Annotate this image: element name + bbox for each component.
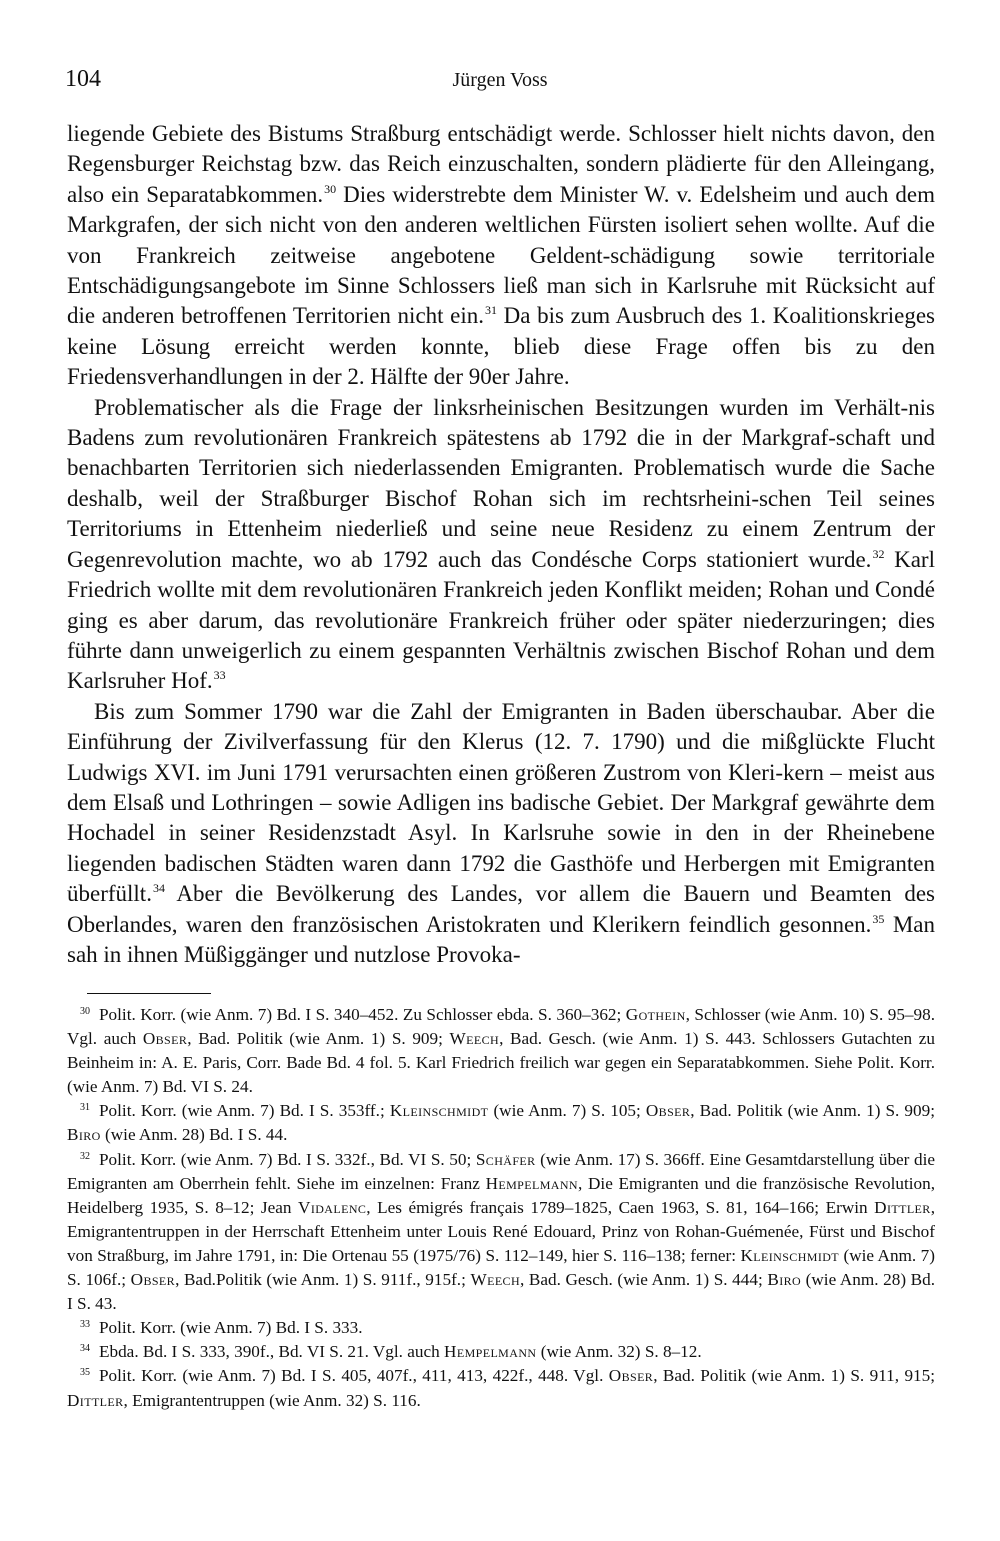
author-name: Obser	[645, 1101, 691, 1121]
footnote	[67, 1148, 935, 1317]
footnote	[67, 1003, 935, 1099]
footnote	[67, 1340, 935, 1364]
paragraph-text: Da bis zum Ausbruch des 1. Koalitionskrieges keine Lösung erreicht werden konnte, blieb diese Frage offen bis zu den Friedensverhandlungen in der 2. Hälfte der 90er Jahre.	[67, 303, 935, 390]
footnote-reference: 34	[152, 881, 165, 896]
footnote-text: , Die Emigranten und die französische Revolution, Heidelberg 1935, S. 8–12; Jean	[67, 1173, 936, 1217]
author-name: Kleinschmidt	[740, 1245, 840, 1265]
footnote-text: , Emigrantentruppen (wie Anm. 32) S. 116.	[123, 1390, 421, 1410]
footnote-reference: 35	[872, 911, 885, 926]
author-name: Dittler	[67, 1390, 124, 1410]
paragraph	[67, 393, 935, 697]
footnote-text: Ebda. Bd. I S. 333, 390f., Bd. VI S. 21. Vgl. auch	[99, 1342, 445, 1362]
footnote-text: (wie Anm. 7) S. 105;	[488, 1101, 646, 1121]
author-name: Hempelmann	[485, 1173, 578, 1193]
footnote-text: , Bad. Politik (wie Anm. 1) S. 911, 915;	[653, 1366, 936, 1386]
author-name: Dittler	[874, 1197, 931, 1217]
author-name: Biro	[67, 1125, 101, 1145]
page-number: 104	[65, 66, 101, 92]
paragraph-text: Problematischer als die Frage der linksrheinischen Besitzungen wurden im Verhält-nis Badens zum revolutionären Frankreich spätestens ab 1792 die in der Markgraf-schaft und benachbarten Territorien sich niederlassenden Emigranten. Problematisch wurde die Sache deshalb, weil der Straßburger Bischof Rohan sich im rechtsrheini-schen Teil seines Territoriums in Ettenheim niederließ und seine neue Residenz zu einem Zentrum der Gegenrevolution machte, wo ab 1792 auch das Condésche Corps stationiert wurde.	[67, 394, 935, 572]
footnote-text: , Schlosser (wie Anm. 10) S. 95–98. Vgl. auch	[67, 1005, 935, 1049]
footnote-text: , Bad. Gesch. (wie Anm. 1) S. 443. Schlossers Gutachten zu Beinheim in: A. E. Paris, Corr. Bade Bd. 4 fol. 5. Karl Friedrich freilich war gegen ein Separatabkommen. Siehe Polit. Korr. (wie Anm. 7) Bd. VI S. 24.	[67, 1029, 935, 1097]
footnote-text: (wie Anm. 7) S. 106f.;	[67, 1245, 935, 1290]
main-text	[67, 119, 935, 970]
author-name: Obser	[142, 1029, 188, 1049]
footnote-text: , Les émigrés français 1789–1825, Caen 1963, S. 81, 164–166; Erwin	[366, 1197, 875, 1217]
footnote-reference: 30	[324, 181, 337, 196]
paragraph	[67, 119, 935, 393]
footnote-text: , Bad. Gesch. (wie Anm. 1) S. 444;	[520, 1270, 768, 1290]
paragraph-text: liegende Gebiete des Bistums Straßburg entschädigt werde. Schlosser hielt nichts davon, den Regensburger Reichstag bzw. das Reich einzuschalten, sondern plädierte für den Alleingang, also ein Separatabkommen.	[67, 121, 935, 207]
footnote-text: , Bad. Politik (wie Anm. 1) S. 909;	[690, 1101, 935, 1121]
author-name: Weech	[449, 1029, 500, 1049]
author-name: Vidalenc	[298, 1197, 367, 1217]
footnote-text: , Bad.Politik (wie Anm. 1) S. 911f., 915f.;	[175, 1270, 471, 1290]
paragraph-text: Karl Friedrich wollte mit dem revolutionären Frankreich jeden Konflikt meiden; Rohan und Condé ging es aber darum, das revolutionäre Frankreich früher oder später niederzuringen; dies führte dann unweigerlich zu einem gespannten Verhältnis zwischen Bischof Rohan und dem Karlsruher Hof.	[67, 546, 935, 694]
footnote-text: Polit. Korr. (wie Anm. 7) Bd. I S. 353ff.;	[99, 1101, 390, 1121]
footnote-number: 32	[80, 1150, 90, 1162]
footnote-text: , Bad. Politik (wie Anm. 1) S. 909;	[187, 1029, 450, 1049]
footnote-text: Polit. Korr. (wie Anm. 7) Bd. I S. 332f., Bd. VI S. 50;	[99, 1149, 476, 1169]
paragraph-text: Dies widerstrebte dem Minister W. v. Edelsheim und auch dem Markgrafen, der sich nicht von den anderen weltlichen Fürsten isoliert sehen wollte. Auf die von Frankreich zeitweise angebotene Geldent-schädigung sowie territoriale Entschädigungsangebote im Sinne Schlossers ließ man sich in Karlsruhe mit Rücksicht auf die anderen betroffenen Territorien nicht ein.	[67, 181, 935, 329]
paragraph-text: Bis zum Sommer 1790 war die Zahl der Emigranten in Baden überschaubar. Aber die Einführung der Zivilverfassung für den Klerus (12. 7. 1790) und die mißglückte Flucht Ludwigs XVI. im Juni 1791 verursachten einen größeren Zustrom von Kleri-kern – meist aus dem Elsaß und Lothringen – sowie Adligen ins badische Gebiet. Der Markgraf gewährte dem Hochadel in seiner Residenzstadt Asyl. In Karlsruhe sowie in den in der Rheinebene liegenden badischen Städten waren dann 1792 die Gasthöfe und Herbergen mit Emigranten überfüllt.	[67, 698, 935, 907]
footnote-reference: 31	[485, 303, 498, 318]
author-name: Weech	[470, 1270, 521, 1290]
author-name: Hempelmann	[444, 1342, 537, 1362]
footnote-separator	[87, 993, 211, 994]
author-name: Obser	[130, 1270, 176, 1290]
footnote-number: 35	[80, 1367, 90, 1379]
author-name: Kleinschmidt	[389, 1101, 489, 1121]
footnote-text: Polit. Korr. (wie Anm. 7) Bd. I S. 405, 407f., 411, 413, 422f., 448. Vgl.	[99, 1366, 609, 1386]
footnote-reference: 32	[872, 546, 885, 561]
footnote-text: Polit. Korr. (wie Anm. 7) Bd. I S. 333.	[99, 1318, 363, 1338]
author-name: Schäfer	[475, 1149, 536, 1169]
footnote-number: 30	[80, 1006, 90, 1017]
running-head: Jürgen Voss	[452, 69, 548, 91]
author-name: Obser	[608, 1366, 654, 1386]
paragraph	[67, 697, 935, 971]
paragraph-text: Aber die Bevölkerung des Landes, vor allem die Bauern und Beamten des Oberlandes, waren den französischen Aristokraten und Klerikern feindlich gesonnen.	[67, 881, 935, 937]
paragraph-text: Man sah in ihnen Müßiggänger und nutzlose Provoka-	[67, 911, 935, 967]
author-name: Gothein	[625, 1005, 686, 1024]
footnote-reference: 33	[213, 668, 226, 683]
footnote-number: 31	[80, 1102, 90, 1114]
footnote-number: 33	[80, 1319, 90, 1331]
footnote	[67, 1099, 935, 1147]
footnote-text: (wie Anm. 17) S. 366ff. Eine Gesamtdarstellung über die Emigranten am Oberrhein fehlt. Siehe im einzelnen: Franz	[67, 1149, 935, 1193]
footnote-text: (wie Anm. 32) S. 8–12.	[536, 1342, 702, 1362]
footnote	[67, 1364, 935, 1412]
author-name: Biro	[767, 1270, 802, 1290]
footnote-number: 34	[80, 1343, 90, 1355]
footnotes	[67, 1003, 935, 1413]
footnote-text: (wie Anm. 28) Bd. I S. 43.	[67, 1270, 935, 1314]
footnote-text: (wie Anm. 28) Bd. I S. 44.	[100, 1125, 288, 1145]
footnote-text: , Emigrantentruppen in der Herrschaft Ettenheim unter Louis René Edouard, Prinz von Rohan-Guémenée, Fürst und Bischof von Straßburg, im Jahre 1791, in: Die Ortenau 55 (1975/76) S. 112–149, hier S. 116–138; ferner:	[67, 1197, 935, 1265]
footnote	[67, 1316, 935, 1340]
footnote-text: Polit. Korr. (wie Anm. 7) Bd. I S. 340–452. Zu Schlosser ebda. S. 360–362;	[99, 1005, 626, 1024]
